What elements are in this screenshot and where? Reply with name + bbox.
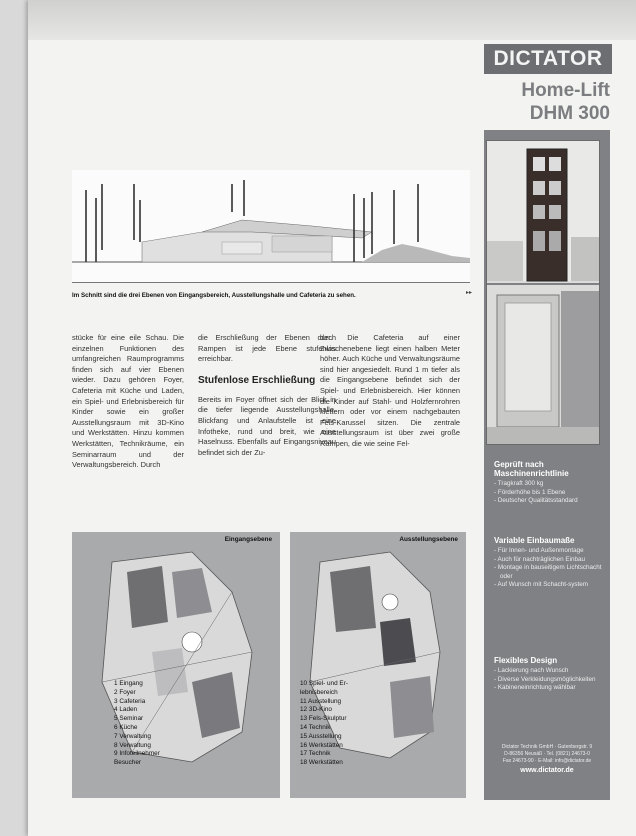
- ad-bullet: - Auf Wunsch mit Schacht-system: [494, 581, 589, 589]
- ad-bullet: - Deutscher Qualitätsstandard: [494, 497, 578, 505]
- ad-bullet: - Tragkraft 300 kg: [494, 480, 544, 487]
- ad-section-design: [494, 656, 606, 693]
- legend-item: 6 Küche: [114, 723, 138, 731]
- subheading: Stufenlose Erschließung: [198, 374, 316, 386]
- ad-panel: [484, 130, 610, 800]
- ad-section-heading: Flexibles Design: [494, 656, 558, 665]
- ad-bullet: - Lackierung nach Wunsch: [494, 667, 569, 674]
- ad-bullet: - Für Innen- und Außenmontage: [494, 547, 584, 554]
- plan-title-left: Eingangsebene: [224, 536, 272, 543]
- legend-item: 4 Laden: [114, 706, 138, 714]
- legend-item: 10 Spiel- und Er-: [300, 680, 348, 687]
- contact-line: D-86356 Neusäß · Tel. (0821) 24673-0: [504, 751, 590, 757]
- legend-item: lebnisbereich: [300, 688, 338, 696]
- page-top-band: [28, 0, 636, 40]
- legend-item: 1 Eingang: [114, 680, 143, 687]
- article-column-3: [320, 333, 460, 450]
- ad-title: [484, 79, 610, 125]
- legend-item: 3 Cafeteria: [114, 697, 146, 705]
- legend-item: Besucher: [114, 759, 141, 767]
- dictator-logo: DICTATOR: [484, 44, 612, 74]
- column-2-intro: die Erschließung der Ebenen durch Rampen ist jede Ebene stufenlos erreichbar.: [198, 333, 336, 364]
- legend-exhibition: [300, 680, 348, 768]
- ad-bullet: - Auch für nachträglichen Einbau: [494, 555, 586, 563]
- ad-contact: [488, 744, 606, 774]
- floor-plan-entrance: [72, 532, 280, 798]
- ad-section-heading: Geprüft nach Maschinenrichtlinie: [494, 460, 569, 478]
- legend-item: 7 Verwaltung: [114, 732, 151, 740]
- column-3-text: der. Die Cafeteria auf einer Zwischenebene liegt einen halben Meter höher. Auch Küche und Verwaltungsräume sind hier angesiedelt. Rund 1 m tiefer als die Eingangsebene befindet sich der Spiel- und Erlebnisbereich. Hier können die Kinder auf Stahl- und Holzfernrohren klettern oder vor einem nachgebauten Fels-Karussel sitzen. Die zentrale Ausstellungsraum ist über zwei große Rampen, die wie seine Fel-: [320, 333, 460, 448]
- contact-line: Dictator Technik GmbH · Gutenbergstr. 9: [501, 744, 593, 750]
- plan-title-right: Ausstellungsebene: [399, 536, 458, 543]
- legend-item: 5 Seminar: [114, 715, 144, 723]
- column-1-text: stücke für eine eile Schau. Die einzelnen Funktionen des umfangreichen Raumprogramms finden sich auf vier Ebenen wieder. Dazu gehören Foyer, Cafeteria mit Küche und Laden, ein Spiel- und Erlebnisbereich für Kinder sowie ein großer Ausstellungsraum mit 3D-Kino und Werkstätten. Hinzu kommen Werkstätten, Technikräume, ein Seminarraum und der Verwaltungsbereich. Durch: [72, 333, 184, 470]
- legend-item: 12 3D-Kino: [300, 706, 332, 714]
- legend-item: 15 Ausstellung: [300, 732, 342, 740]
- legend-item: 8 Verwaltung: [114, 741, 151, 749]
- column-2-body: Bereits im Foyer öffnet sich der Blick in die tiefer liegende Ausstellungshalle. Blickfang und Anlaufstelle ist eine Infotheke, rund und breit, wie eine Haselnuss. Ebenfalls auf Eingangsniveau befindet sich der Zu-: [198, 394, 336, 457]
- ad-bullet: - Montage in bauseitigem Lichtschacht oder: [494, 564, 602, 580]
- caption-marker: ▸▸: [466, 290, 473, 296]
- contact-line: Fax 24673-90 · E-Mail: info@dictator.de: [502, 758, 592, 764]
- legend-item: 18 Werkstätten: [300, 759, 343, 767]
- ad-section-certified: [494, 460, 606, 506]
- ad-bullet: - Diverse Verkleidungsmöglichkeiten: [494, 675, 596, 683]
- section-drawing: [72, 170, 470, 283]
- ad-bullet: - Kabineneinrichtung wählbar: [494, 684, 576, 692]
- article-column-2: [198, 333, 336, 458]
- ad-bullet: - Förderhöhe bis 1 Ebene: [494, 488, 566, 496]
- lift-photo: [486, 140, 600, 445]
- ad-title-line-1: Home-Lift: [521, 80, 610, 101]
- legend-item: 17 Technik: [300, 750, 331, 758]
- ad-title-line-2: DHM 300: [529, 103, 610, 124]
- legend-item: 2 Foyer: [114, 688, 136, 696]
- ad-section-heading: Variable Einbaumaße: [494, 536, 575, 545]
- legend-item: 14 Technik: [300, 723, 331, 731]
- legend-item: 13 Fels-Skulptur: [300, 715, 347, 723]
- ad-website-link[interactable]: www.dictator.de: [520, 767, 574, 774]
- article-column-1: [72, 333, 184, 471]
- figure-caption: Im Schnitt sind die drei Ebenen von Eingangsbereich, Ausstellungshalle und Cafeteria zu sehen.: [72, 292, 356, 299]
- legend-item: 11 Ausstellung: [300, 697, 342, 705]
- legend-item: 16 Werkstätten: [300, 741, 343, 749]
- legend-entrance: [114, 680, 160, 768]
- legend-item: 9 Infoteilnehmer: [114, 750, 160, 758]
- ad-section-dimensions: [494, 536, 606, 590]
